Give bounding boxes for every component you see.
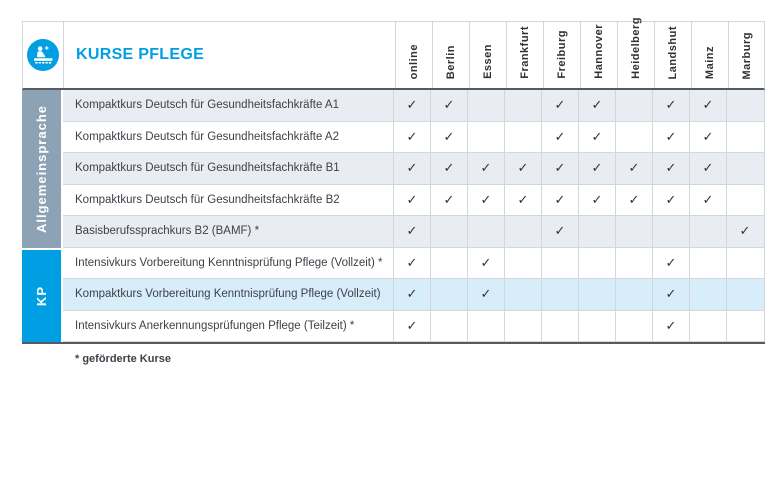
logo-cell — [23, 22, 64, 88]
check-cell-checked — [430, 122, 467, 153]
check-cell-checked — [467, 279, 504, 310]
check-cell-checked — [430, 185, 467, 216]
check-cell-empty — [467, 216, 504, 247]
checkmark-icon: ✓ — [406, 317, 418, 333]
course-name-cell: Kompaktkurs Deutsch für Gesundheitsfachkräfte B2 — [75, 193, 340, 206]
check-cell-empty — [430, 311, 467, 342]
course-group-allgemeinsprache — [22, 90, 765, 248]
check-cell-checked — [393, 279, 430, 310]
checkmark-icon: ✓ — [665, 286, 677, 302]
checkmark-icon: ✓ — [665, 317, 677, 333]
check-cell-empty — [726, 279, 763, 310]
column-header-frankfurt — [506, 22, 543, 88]
check-cell-checked — [393, 185, 430, 216]
check-cell-empty — [430, 216, 467, 247]
table-row — [63, 185, 765, 217]
column-header-label: Frankfurt — [519, 26, 531, 79]
check-cell-empty — [689, 279, 726, 310]
checkmark-icon: ✓ — [554, 223, 566, 239]
table-row — [63, 216, 765, 248]
nursing-care-icon — [27, 39, 59, 71]
table-header-row — [22, 17, 765, 90]
checkmark-icon: ✓ — [443, 191, 455, 207]
column-header-essen — [469, 22, 506, 88]
column-header-online — [395, 22, 432, 88]
table-body — [22, 90, 765, 344]
column-header-label: Berlin — [445, 44, 457, 79]
column-header-label: Mainz — [704, 45, 716, 79]
checkmark-icon: ✓ — [554, 128, 566, 144]
column-header-label: Freiburg — [556, 30, 568, 79]
check-cell-checked — [578, 153, 615, 184]
check-cell-checked — [689, 185, 726, 216]
check-cell-empty — [541, 311, 578, 342]
check-cell-checked — [541, 216, 578, 247]
column-header-label: Marburg — [741, 31, 753, 79]
check-cell-checked — [652, 90, 689, 121]
checkmark-icon: ✓ — [591, 97, 603, 113]
checkmark-icon: ✓ — [406, 254, 418, 270]
checkmark-icon: ✓ — [665, 191, 677, 207]
group-rows — [63, 248, 765, 343]
check-cell-checked — [652, 279, 689, 310]
check-cell-checked — [393, 248, 430, 279]
column-header-label: Heidelberg — [630, 17, 642, 79]
check-cell-checked — [430, 153, 467, 184]
check-cell-checked — [393, 122, 430, 153]
table-row — [63, 279, 765, 311]
check-cell-checked — [578, 90, 615, 121]
check-cell-checked — [652, 248, 689, 279]
checkmark-icon: ✓ — [591, 128, 603, 144]
check-cell-checked — [467, 248, 504, 279]
check-cell-checked — [652, 153, 689, 184]
check-cell-checked — [541, 90, 578, 121]
check-cell-checked — [393, 153, 430, 184]
checkmark-icon: ✓ — [628, 191, 640, 207]
checkmark-icon: ✓ — [480, 254, 492, 270]
check-cell-checked — [467, 153, 504, 184]
group-label-allgemeinsprache — [22, 90, 63, 248]
course-name-cell: Kompaktkurs Deutsch für Gesundheitsfachkräfte B1 — [75, 162, 340, 175]
checkmark-icon: ✓ — [702, 191, 714, 207]
check-cell-empty — [615, 216, 652, 247]
check-cell-empty — [578, 279, 615, 310]
check-cell-empty — [615, 279, 652, 310]
checkmark-icon: ✓ — [517, 191, 529, 207]
check-cell-checked — [578, 185, 615, 216]
checkmark-icon: ✓ — [406, 160, 418, 176]
checkmark-icon: ✓ — [739, 223, 751, 239]
title-cell — [64, 22, 395, 88]
check-cell-checked — [541, 153, 578, 184]
checkmark-icon: ✓ — [443, 97, 455, 113]
check-cell-checked — [689, 90, 726, 121]
checkmark-icon: ✓ — [702, 160, 714, 176]
check-cell-empty — [615, 122, 652, 153]
check-cell-checked — [689, 122, 726, 153]
check-cell-checked — [578, 122, 615, 153]
check-cell-empty — [541, 248, 578, 279]
check-cell-checked — [504, 185, 541, 216]
checkmark-icon: ✓ — [591, 160, 603, 176]
checkmark-icon: ✓ — [406, 97, 418, 113]
checkmark-icon: ✓ — [480, 160, 492, 176]
checkmark-icon: ✓ — [517, 160, 529, 176]
check-cell-checked — [652, 311, 689, 342]
check-cell-empty — [726, 311, 763, 342]
table-row — [63, 122, 765, 154]
check-cell-empty — [615, 90, 652, 121]
checkmark-icon: ✓ — [480, 191, 492, 207]
check-cell-empty — [467, 122, 504, 153]
check-cell-empty — [615, 248, 652, 279]
course-name-cell: Kompaktkurs Vorbereitung Kenntnisprüfung Pflege (Vollzeit) — [75, 288, 381, 301]
table-row — [63, 153, 765, 185]
check-cell-checked — [726, 216, 763, 247]
column-header-mainz — [691, 22, 728, 88]
check-cell-empty — [689, 216, 726, 247]
check-cell-checked — [430, 90, 467, 121]
check-cell-empty — [504, 279, 541, 310]
check-cell-checked — [615, 153, 652, 184]
check-cell-checked — [615, 185, 652, 216]
column-header-label: Hannover — [593, 24, 605, 79]
checkmark-icon: ✓ — [702, 97, 714, 113]
checkmark-icon: ✓ — [665, 254, 677, 270]
check-cell-checked — [689, 153, 726, 184]
check-cell-empty — [504, 90, 541, 121]
check-cell-empty — [726, 185, 763, 216]
check-cell-empty — [504, 122, 541, 153]
column-header-label: online — [408, 43, 420, 79]
check-cell-empty — [689, 248, 726, 279]
check-cell-empty — [467, 311, 504, 342]
column-header-label: Landshut — [667, 25, 679, 79]
checkmark-icon: ✓ — [702, 128, 714, 144]
checkmark-icon: ✓ — [628, 160, 640, 176]
check-cell-empty — [578, 311, 615, 342]
course-name-cell: Kompaktkurs Deutsch für Gesundheitsfachkräfte A1 — [75, 99, 339, 112]
check-cell-empty — [726, 248, 763, 279]
checkmark-icon: ✓ — [554, 160, 566, 176]
group-label-text: Allgemeinsprache — [34, 104, 49, 233]
check-cell-checked — [393, 90, 430, 121]
footnote: * geförderte Kurse — [75, 353, 171, 365]
column-header-heidelberg — [617, 17, 654, 88]
checkmark-icon: ✓ — [443, 160, 455, 176]
column-header-hannover — [580, 22, 617, 88]
checkmark-icon: ✓ — [665, 128, 677, 144]
check-cell-empty — [504, 311, 541, 342]
column-header-marburg — [728, 22, 765, 88]
check-cell-checked — [393, 311, 430, 342]
check-cell-checked — [652, 122, 689, 153]
check-cell-empty — [689, 311, 726, 342]
checkmark-icon: ✓ — [480, 286, 492, 302]
checkmark-icon: ✓ — [591, 191, 603, 207]
checkmark-icon: ✓ — [406, 286, 418, 302]
check-cell-empty — [615, 311, 652, 342]
group-label-text: KP — [34, 285, 49, 306]
check-cell-empty — [541, 279, 578, 310]
check-cell-empty — [726, 153, 763, 184]
page-title: KURSE PFLEGE — [76, 46, 205, 63]
checkmark-icon: ✓ — [554, 97, 566, 113]
column-header-berlin — [432, 22, 469, 88]
check-cell-checked — [393, 216, 430, 247]
course-name-cell: Basisberufssprachkurs B2 (BAMF) * — [75, 225, 260, 238]
checkmark-icon: ✓ — [554, 191, 566, 207]
checkmark-icon: ✓ — [406, 223, 418, 239]
check-cell-checked — [652, 185, 689, 216]
check-cell-empty — [652, 216, 689, 247]
check-cell-empty — [504, 248, 541, 279]
table-row — [63, 311, 765, 343]
check-cell-checked — [541, 122, 578, 153]
group-rows — [63, 90, 765, 248]
table-row — [63, 90, 765, 122]
course-table — [22, 17, 765, 344]
group-label-kp — [22, 248, 63, 343]
check-cell-checked — [504, 153, 541, 184]
course-name-cell: Intensivkurs Vorbereitung Kenntnisprüfung Pflege (Vollzeit) * — [75, 256, 383, 269]
column-header-label: Essen — [482, 44, 494, 79]
checkmark-icon: ✓ — [665, 97, 677, 113]
check-cell-checked — [541, 185, 578, 216]
check-cell-checked — [467, 185, 504, 216]
checkmark-icon: ✓ — [665, 160, 677, 176]
checkmark-icon: ✓ — [406, 191, 418, 207]
check-cell-empty — [726, 90, 763, 121]
check-cell-empty — [430, 248, 467, 279]
column-header-landshut — [654, 22, 691, 88]
course-name-cell: Intensivkurs Anerkennungsprüfungen Pflege (Teilzeit) * — [75, 319, 355, 332]
check-cell-empty — [726, 122, 763, 153]
checkmark-icon: ✓ — [406, 128, 418, 144]
table-row — [63, 248, 765, 280]
check-cell-empty — [430, 279, 467, 310]
check-cell-empty — [504, 216, 541, 247]
check-cell-empty — [467, 90, 504, 121]
course-group-kp — [22, 248, 765, 343]
check-cell-empty — [578, 216, 615, 247]
course-name-cell: Kompaktkurs Deutsch für Gesundheitsfachkräfte A2 — [75, 130, 339, 143]
check-cell-empty — [578, 248, 615, 279]
column-header-freiburg — [543, 22, 580, 88]
checkmark-icon: ✓ — [443, 128, 455, 144]
